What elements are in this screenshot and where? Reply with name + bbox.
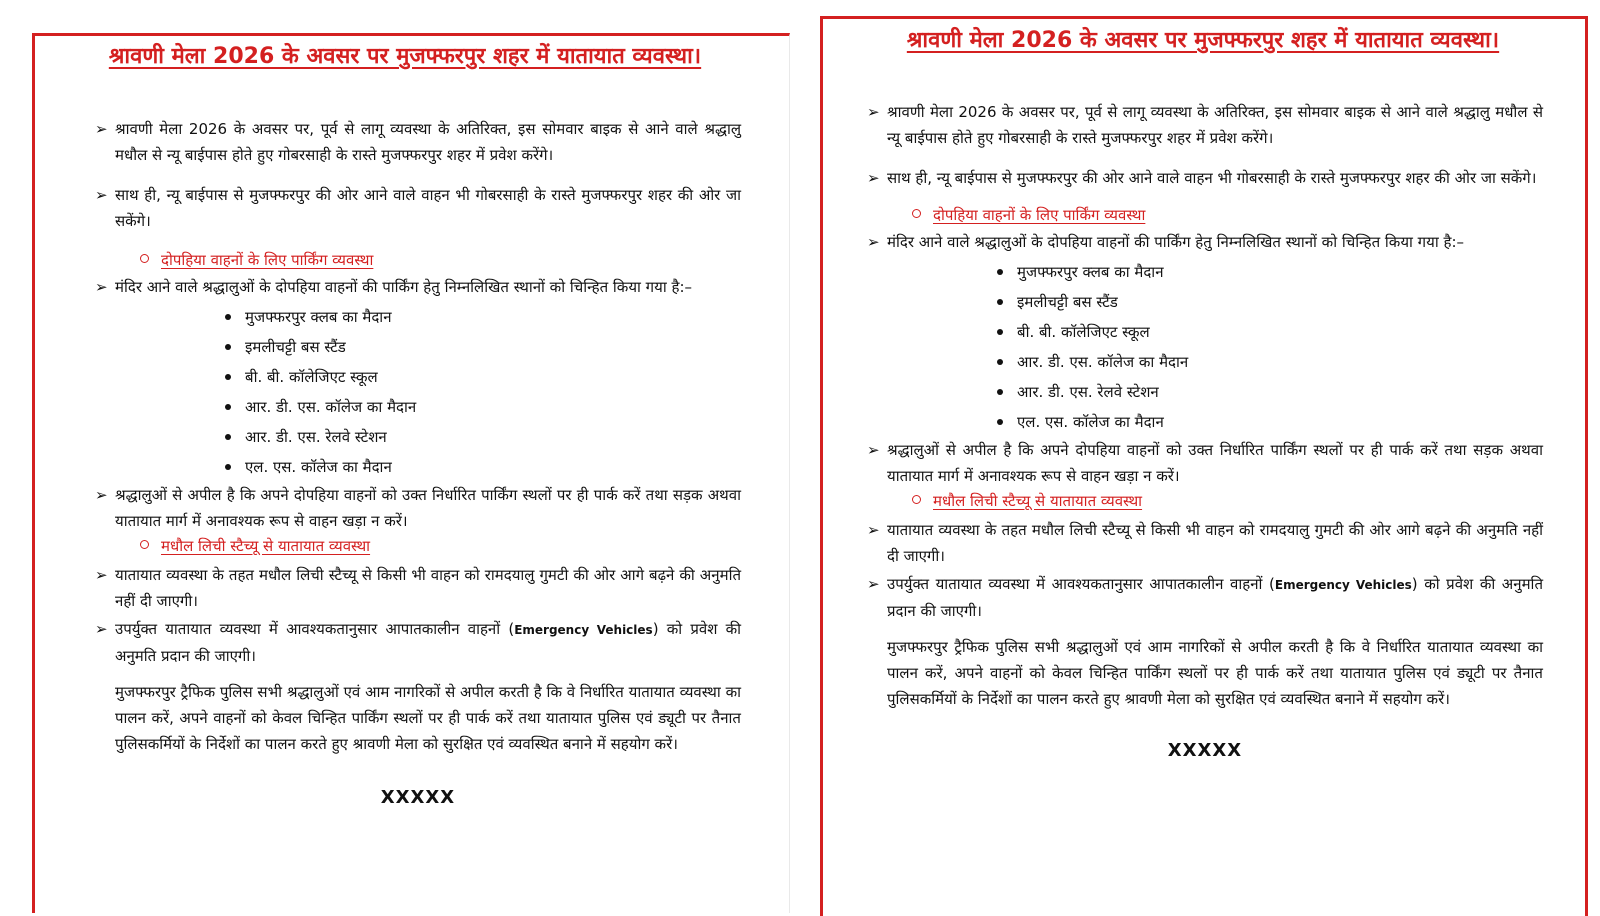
list-item: आर. डी. एस. रेलवे स्टेशन: [1017, 377, 1543, 407]
list-item: मुजफ्फरपुर क्लब का मैदान: [245, 302, 741, 332]
list-item: बी. बी. कॉलेजिएट स्कूल: [1017, 317, 1543, 347]
list-item: इमलीचट्टी बस स्टैंड: [1017, 287, 1543, 317]
arrow-bullet-icon: ➢: [95, 120, 108, 138]
dot-bullet-icon: [997, 359, 1003, 365]
dot-bullet-icon: [225, 434, 231, 440]
arrow-bullet-icon: ➢: [867, 575, 880, 593]
notice-paragraph-3: ➢ मंदिर आने वाले श्रद्धालुओं के दोपहिया वाहनों की पार्किंग हेतु निम्नलिखित स्थानों को चिन्हित किया गया है:–: [867, 229, 1543, 255]
notice-paragraph-6: ➢ उपर्युक्त यातायात व्यवस्था में आवश्यकतानुसार आपातकालीन वाहनों (Emergency Vehicles) को प्रवेश की अनुमति प्रदान की जाएगी।: [95, 616, 741, 669]
notice-paragraph-1: ➢ श्रावणी मेला 2026 के अवसर पर, पूर्व से लागू व्यवस्था के अतिरिक्त, इस सोमवार बाइक से आने वाले श्रद्धालु मधौल से न्यू बाईपास होते हुए गोबरसाही के रास्ते मुजफ्फरपुर शहर में प्रवेश करेंगे।: [867, 99, 1543, 151]
dot-bullet-icon: [225, 344, 231, 350]
arrow-bullet-icon: ➢: [867, 441, 880, 459]
dot-bullet-icon: [997, 389, 1003, 395]
notice-paragraph-4: ➢ श्रद्धालुओं से अपील है कि अपने दोपहिया वाहनों को उक्त निर्धारित पार्किंग स्थलों पर ही पार्क करें तथा सड़क अथवा यातायात मार्ग में अनावश्यक रूप से वाहन खड़ा न करें।: [867, 437, 1543, 489]
section-heading-parking: दोपहिया वाहनों के लिए पार्किंग व्यवस्था: [95, 248, 741, 272]
closing-mark: XXXXX: [380, 787, 456, 808]
notice-paragraph-5: ➢ यातायात व्यवस्था के तहत मधौल लिची स्टैच्यू से किसी भी वाहन को रामदयालु गुमटी की ओर आगे बढ़ने की अनुमति नहीं दी जाएगी।: [867, 517, 1543, 569]
notice-paragraph-1: ➢ श्रावणी मेला 2026 के अवसर पर, पूर्व से लागू व्यवस्था के अतिरिक्त, इस सोमवार बाइक से आने वाले श्रद्धालु मधौल से न्यू बाईपास होते हुए गोबरसाही के रास्ते मुजफ्फरपुर शहर में प्रवेश करेंगे।: [95, 116, 741, 168]
parking-places-list: [867, 257, 1543, 437]
arrow-bullet-icon: ➢: [867, 233, 880, 251]
dot-bullet-icon: [997, 299, 1003, 305]
notice-paragraph-3: ➢ मंदिर आने वाले श्रद्धालुओं के दोपहिया वाहनों की पार्किंग हेतु निम्नलिखित स्थानों को चिन्हित किया गया है:–: [95, 274, 741, 300]
list-item: आर. डी. एस. कॉलेज का मैदान: [245, 392, 741, 422]
list-item: मुजफ्फरपुर क्लब का मैदान: [1017, 257, 1543, 287]
notice-title: श्रावणी मेला 2026 के अवसर पर मुजफ्फरपुर शहर में यातायात व्यवस्था।: [906, 28, 1500, 53]
dot-bullet-icon: [997, 269, 1003, 275]
closing-mark: XXXXX: [1167, 740, 1243, 761]
notice-title: श्रावणी मेला 2026 के अवसर पर मुजफ्फरपुर शहर में यातायात व्यवस्था।: [108, 44, 702, 69]
dot-bullet-icon: [225, 464, 231, 470]
section-heading-traffic: मधौल लिची स्टैच्यू से यातायात व्यवस्था: [95, 534, 741, 558]
notice-appeal-paragraph: मुजफ्फरपुर ट्रैफिक पुलिस सभी श्रद्धालुओं एवं आम नागरिकों से अपील करती है कि वे निर्धारित यातायात व्यवस्था का पालन करें, अपने वाहनों को केवल चिन्हित पार्किंग स्थलों पर ही पार्क करें तथा यातायात पुलिस एवं ड्यूटी पर तैनात पुलिसकर्मियों के निर्देशों का पालन करते हुए श्रावणी मेला को सुरक्षित एवं व्यवस्थित बनाने में सहयोग करें।: [115, 683, 741, 753]
notice-paragraph-2: ➢ साथ ही, न्यू बाईपास से मुजफ्फरपुर की ओर आने वाले वाहन भी गोबरसाही के रास्ते मुजफ्फरपुर शहर की ओर जा सकेंगे।: [867, 165, 1543, 191]
arrow-bullet-icon: ➢: [867, 103, 880, 121]
arrow-bullet-icon: ➢: [867, 521, 880, 539]
list-item: आर. डी. एस. रेलवे स्टेशन: [245, 422, 741, 452]
arrow-bullet-icon: ➢: [95, 486, 108, 504]
list-item: बी. बी. कॉलेजिएट स्कूल: [245, 362, 741, 392]
notice-paragraph-5: ➢ यातायात व्यवस्था के तहत मधौल लिची स्टैच्यू से किसी भी वाहन को रामदयालु गुमटी की ओर आगे बढ़ने की अनुमति नहीं दी जाएगी।: [95, 562, 741, 614]
dot-bullet-icon: [225, 374, 231, 380]
arrow-bullet-icon: ➢: [867, 169, 880, 187]
notice-content: [867, 99, 1543, 779]
notice-page-left: [32, 33, 790, 913]
notice-paragraph-2: ➢ साथ ही, न्यू बाईपास से मुजफ्फरपुर की ओर आने वाले वाहन भी गोबरसाही के रास्ते मुजफ्फरपुर शहर की ओर जा सकेंगे।: [95, 182, 741, 234]
notice-paragraph-4: ➢ श्रद्धालुओं से अपील है कि अपने दोपहिया वाहनों को उक्त निर्धारित पार्किंग स्थलों पर ही पार्क करें तथा सड़क अथवा यातायात मार्ग में अनावश्यक रूप से वाहन खड़ा न करें।: [95, 482, 741, 534]
notice-page-right: [820, 16, 1588, 916]
parking-places-list: [95, 302, 741, 482]
list-item: एल. एस. कॉलेज का मैदान: [1017, 407, 1543, 437]
notice-content: [95, 116, 741, 826]
dot-bullet-icon: [997, 329, 1003, 335]
section-heading-traffic: मधौल लिची स्टैच्यू से यातायात व्यवस्था: [867, 489, 1543, 513]
section-heading-parking: दोपहिया वाहनों के लिए पार्किंग व्यवस्था: [867, 203, 1543, 227]
notice-appeal-paragraph: मुजफ्फरपुर ट्रैफिक पुलिस सभी श्रद्धालुओं एवं आम नागरिकों से अपील करती है कि वे निर्धारित यातायात व्यवस्था का पालन करें, अपने वाहनों को केवल चिन्हित पार्किंग स्थलों पर ही पार्क करें तथा यातायात पुलिस एवं ड्यूटी पर तैनात पुलिसकर्मियों के निर्देशों का पालन करते हुए श्रावणी मेला को सुरक्षित एवं व्यवस्थित बनाने में सहयोग करें।: [887, 638, 1543, 708]
arrow-bullet-icon: ➢: [95, 620, 108, 638]
list-item: आर. डी. एस. कॉलेज का मैदान: [1017, 347, 1543, 377]
dot-bullet-icon: [225, 404, 231, 410]
circle-bullet-icon: [912, 495, 921, 504]
list-item: इमलीचट्टी बस स्टैंड: [245, 332, 741, 362]
circle-bullet-icon: [912, 209, 921, 218]
arrow-bullet-icon: ➢: [95, 566, 108, 584]
notice-paragraph-6: ➢ उपर्युक्त यातायात व्यवस्था में आवश्यकतानुसार आपातकालीन वाहनों (Emergency Vehicles) को प्रवेश की अनुमति प्रदान की जाएगी।: [867, 571, 1543, 624]
arrow-bullet-icon: ➢: [95, 278, 108, 296]
circle-bullet-icon: [140, 254, 149, 263]
arrow-bullet-icon: ➢: [95, 186, 108, 204]
circle-bullet-icon: [140, 540, 149, 549]
dot-bullet-icon: [225, 314, 231, 320]
list-item: एल. एस. कॉलेज का मैदान: [245, 452, 741, 482]
dot-bullet-icon: [997, 419, 1003, 425]
